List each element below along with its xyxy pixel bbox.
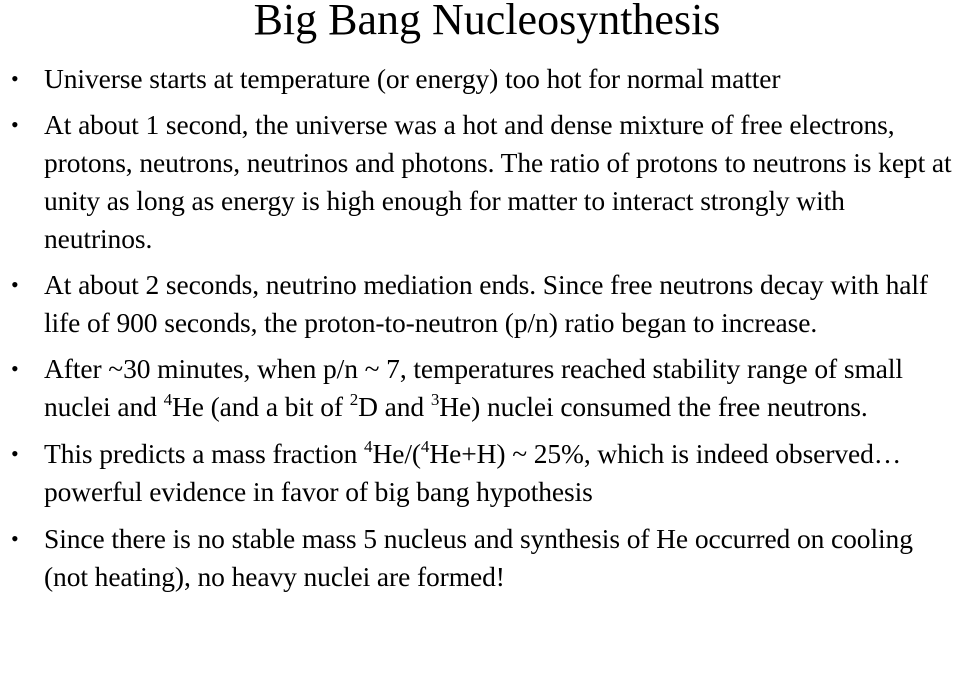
bullet-text-part: He/( [372, 438, 421, 469]
bullet-item [0, 520, 960, 596]
bullet-text: Since there is no stable mass 5 nucleus and synthesis of He occurred on cooling (not heating), no heavy nuclei are formed! [44, 523, 913, 592]
bullet-text-part: After ~30 minutes, when p/n ~ 7, temperatures reached stability range of small nuclei and [44, 353, 903, 422]
slide-title: Big Bang Nucleosynthesis [253, 0, 721, 44]
bullet-text: Universe starts at temperature (or energy) too hot for normal matter [44, 63, 781, 94]
bullet-item [0, 266, 960, 342]
bullet-text: At about 1 second, the universe was a hot and dense mixture of free electrons, protons, neutrons, neutrinos and photons. The ratio of protons to neutrons is kept at unity as long as energy is high enough for matter to interact strongly with neutrinos. [44, 109, 952, 254]
superscript: 4 [163, 390, 172, 409]
superscript: 3 [430, 390, 440, 409]
bullet-dot-icon: • [11, 526, 19, 551]
bullet-item [0, 60, 960, 98]
bullet-item [0, 435, 960, 511]
bullet-text-part: He+H) ~ 25%, which is indeed observed…powerful evidence in favor of big bang hypothesis [44, 438, 902, 507]
bullet-item [0, 106, 960, 258]
bullet-list [0, 60, 960, 596]
bullet-dot-icon: • [11, 112, 19, 137]
bullet-text-part: This predicts a mass fraction [44, 438, 365, 469]
superscript: 4 [420, 437, 430, 456]
bullet-text-part: He (and a bit of [171, 391, 350, 422]
bullet-item [0, 350, 960, 426]
bullet-dot-icon: • [11, 66, 19, 91]
bullet-dot-icon: • [11, 441, 19, 466]
bullet-text-part: D and [358, 391, 431, 422]
bullet-text-part: He) nuclei consumed the free neutrons. [439, 391, 868, 422]
bullet-dot-icon: • [11, 272, 19, 297]
superscript: 4 [364, 437, 373, 456]
superscript: 2 [349, 390, 359, 409]
bullet-dot-icon: • [11, 356, 19, 381]
bullet-text: At about 2 seconds, neutrino mediation ends. Since free neutrons decay with half life of 900 seconds, the proton-to-neutron (p/n) ratio began to increase. [44, 269, 928, 338]
